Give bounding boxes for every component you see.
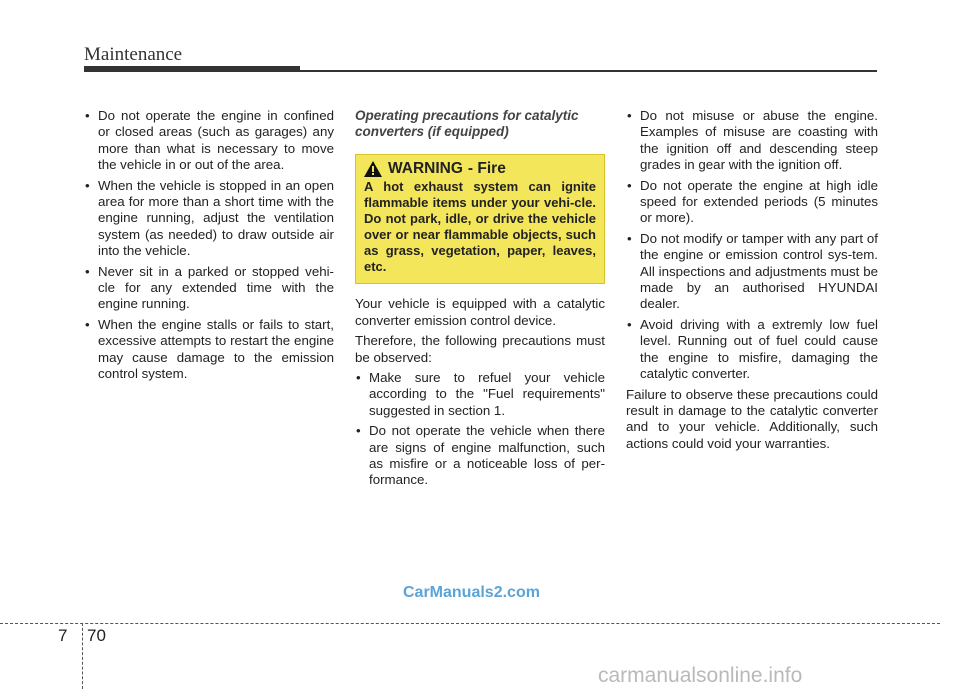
column-right xyxy=(626,108,878,456)
site-watermark: carmanualsonline.info xyxy=(598,664,803,687)
column-left xyxy=(84,108,334,387)
page-number: 70 xyxy=(87,626,106,645)
middle-bullet-list xyxy=(355,370,605,489)
list-item: • Do not misuse or abuse the engine. Examples of misuse are coasting with the ignition off and descending steep grades in gear with the ignition off. xyxy=(626,108,878,174)
chapter-number: 7 xyxy=(58,626,68,645)
warning-title: WARNING xyxy=(388,160,463,177)
list-item: • When the vehicle is stopped in an open area for more than a short time with the engine running, adjust the ventilation system (as needed) to draw outside air into the vehicle. xyxy=(84,178,334,260)
list-item: • Do not operate the engine in confined or closed areas (such as garages) any more than what is necessary to move the vehicle in or out of the area. xyxy=(84,108,334,174)
list-item: • Make sure to refuel your vehicle according to the "Fuel requirements" suggested in section 1. xyxy=(355,370,605,419)
warning-header xyxy=(364,161,596,177)
right-bullet-list xyxy=(626,108,878,383)
list-item: • Do not operate the vehicle when there are signs of engine malfunction, such as misfire or a noticeable loss of per-formance. xyxy=(355,423,605,489)
section-title: Maintenance xyxy=(84,44,183,65)
carmanuals-watermark-link[interactable]: CarManuals2.com xyxy=(403,584,540,601)
list-item: • Do not operate the engine at high idle speed for extended periods (5 minutes or more). xyxy=(626,178,878,227)
catalytic-heading: Operating precautions for catalytic converters (if equipped) xyxy=(355,108,579,139)
warning-box xyxy=(355,154,605,284)
list-item: • Never sit in a parked or stopped vehi-cle for any extended time with the engine running. xyxy=(84,264,334,313)
warning-subtitle: - Fire xyxy=(467,160,506,177)
closing-paragraph: Failure to observe these precautions could result in damage to the catalytic converter and to your vehicle. Additionally, such actions could void your warranties. xyxy=(626,386,878,451)
warning-triangle-icon xyxy=(364,161,382,177)
list-item: • Avoid driving with a extremly low fuel level. Running out of fuel could cause the engine to misfire, damaging the catalytic converter. xyxy=(626,317,878,383)
left-bullet-list xyxy=(84,108,334,383)
list-item: • Do not modify or tamper with any part of the engine or emission control sys-tem. All inspections and adjustments must be made by an authorised HYUNDAI dealer. xyxy=(626,231,878,313)
warning-text: A hot exhaust system can ignite flammable items under your vehi-cle. Do not park, idle, or drive the vehicle over or near flammable objects, such as grass, vegetation, paper, leaves, etc. xyxy=(364,179,596,275)
header-rule xyxy=(300,70,877,72)
footer-divider xyxy=(0,623,940,624)
paragraph: Therefore, the following precautions must be observed: xyxy=(355,333,605,365)
column-middle xyxy=(355,108,605,493)
list-item: • When the engine stalls or fails to start, excessive attempts to restart the engine may cause damage to the emission control system. xyxy=(84,317,334,383)
footer-vertical-divider xyxy=(82,623,83,689)
header-bar xyxy=(84,66,300,72)
paragraph: Your vehicle is equipped with a catalytic converter emission control device. xyxy=(355,296,605,328)
